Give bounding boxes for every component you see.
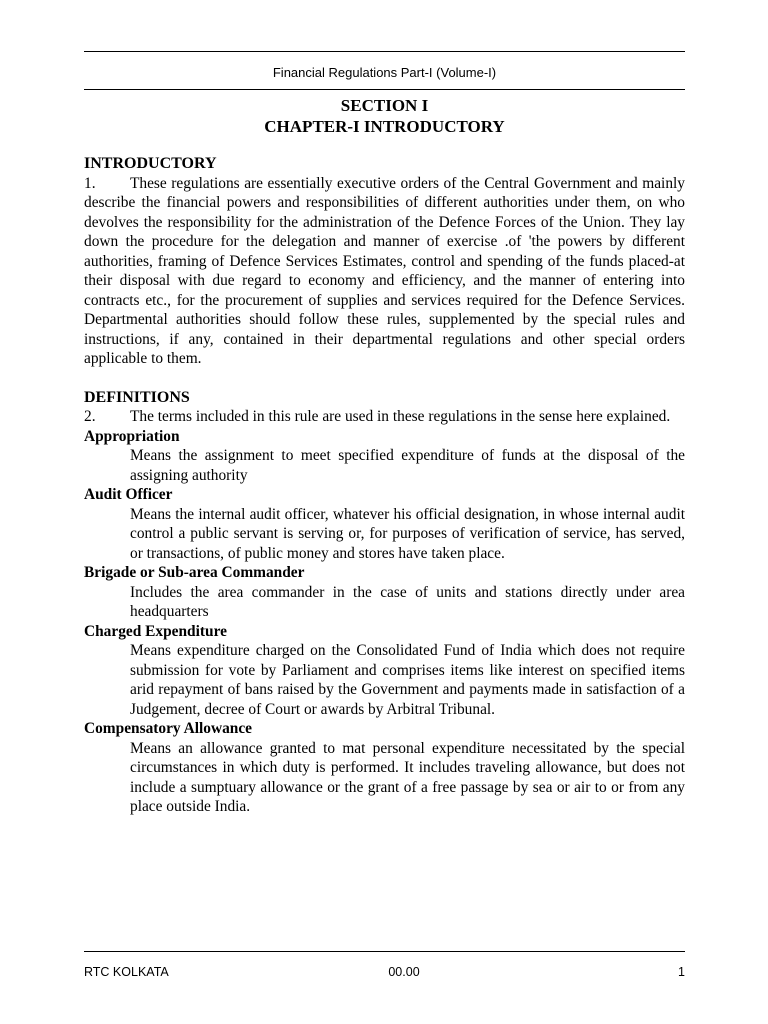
definition-text: Means expenditure charged on the Consolidated Fund of India which does not require submission for vote by Parliament and comprises items like interest on specified items arid repayment of bans raised by the Government and payments made in satisfaction of a Judgement, decree of Court or awards by Arbitral Tribunal. [130, 642, 685, 718]
definition-text: Includes the area commander in the case of units and stations directly under area headquarters [130, 583, 685, 620]
running-header: Financial Regulations Part-I (Volume-I) [272, 65, 497, 80]
definition-term: Appropriation [84, 427, 180, 445]
definition-term: Brigade or Sub-area Commander [84, 564, 305, 581]
footer-center: 00.00 [388, 965, 420, 979]
header-top-rule [84, 51, 685, 52]
paragraph-1 [84, 174, 685, 369]
footer-rule [84, 951, 685, 952]
chapter-title: CHAPTER-I INTRODUCTORY [264, 117, 505, 136]
introductory-heading: INTRODUCTORY [84, 155, 217, 172]
definition-text: Means the internal audit officer, whatever his official designation, in whose internal audit control a public servant is serving or, for purposes of verification of service, has served, or transactions, of public money and stores have taken place. [130, 505, 685, 562]
paragraph-text: The terms included in this rule are used in these regulations in the sense here explained. [130, 408, 671, 425]
footer-left: RTC KOLKATA [84, 965, 169, 979]
definition-entry [84, 719, 685, 817]
paragraph-2 [84, 407, 685, 427]
definition-entry [84, 427, 685, 486]
definition-term: Compensatory Allowance [84, 720, 253, 737]
definition-term: Charged Expenditure [84, 622, 227, 640]
header-bottom-rule [84, 89, 685, 90]
paragraph-text: These regulations are essentially executive orders of the Central Government and mainly describe the financial powers and responsibilities of different authorities under them, on who devolves the responsibility for the administration of the Defence Forces of the Union. They lay down the procedure for the delegation and manner of exercise .of 'the powers by different authorities, framing of Defence Services Estimates, control and spending of the funds placed-at their disposal with due regard to economy and efficiency, and the manner of entering into contracts etc., for the procurement of supplies and services required for the Defence Services. Departmental authorities should follow these rules, supplemented by the special rules and instructions, if any, contained in their departmental regulations and other special orders applicable to them. [84, 174, 685, 367]
paragraph-number: 1. [84, 174, 96, 192]
definition-text: Means the assignment to meet specified expenditure of funds at the disposal of the assigning authority [130, 447, 685, 484]
definition-text: Means an allowance granted to mat personal expenditure necessitated by the special circumstances in which duty is performed. It includes traveling allowance, but does not include a sumptuary allowance or the grant of a free passage by sea or air to or from any place outside India. [130, 739, 685, 815]
definitions-heading: DEFINITIONS [84, 388, 190, 406]
definition-entry [84, 622, 685, 720]
definition-entry [84, 485, 685, 563]
definition-entry [84, 563, 685, 622]
page-number: 1 [678, 965, 685, 979]
section-title: SECTION I [340, 96, 429, 115]
paragraph-number: 2. [84, 408, 96, 425]
definition-term: Audit Officer [84, 486, 173, 503]
document-body [84, 154, 685, 817]
